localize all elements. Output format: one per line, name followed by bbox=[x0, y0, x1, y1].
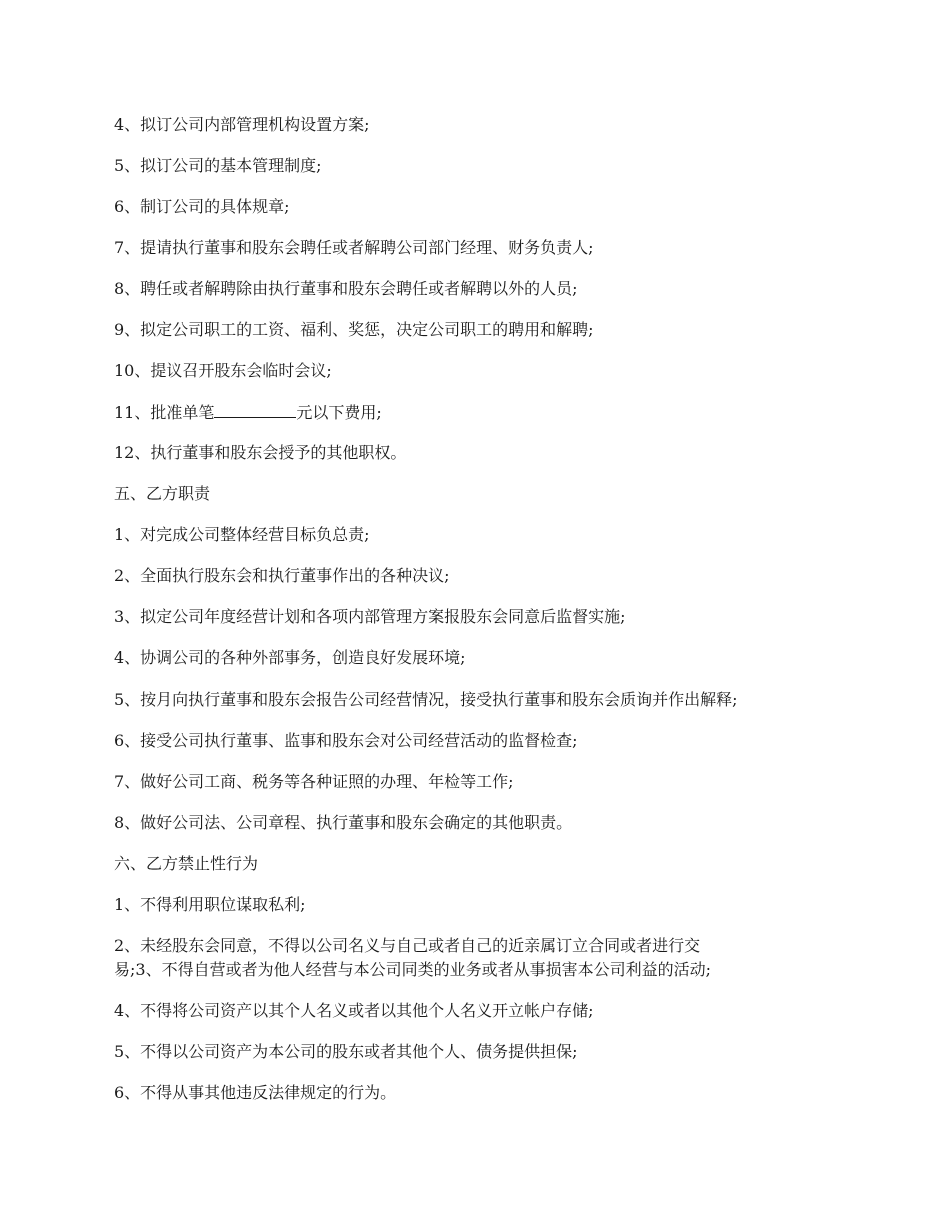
paragraph-item-9: 9、拟定公司职工的工资、福利、奖惩，决定公司职工的聘用和解聘; bbox=[114, 320, 594, 339]
item-11-prefix: 11、批准单笔 bbox=[114, 403, 215, 422]
duty-item-4: 4、协调公司的各种外部事务，创造良好发展环境; bbox=[114, 648, 466, 667]
amount-blank-line bbox=[214, 402, 296, 418]
paragraph-item-6: 6、制订公司的具体规章; bbox=[114, 197, 290, 216]
prohibition-item-5: 5、不得以公司资产为本公司的股东或者其他个人、债务提供担保; bbox=[114, 1042, 578, 1061]
item-11-suffix: 元以下费用; bbox=[296, 403, 382, 422]
duty-item-5: 5、按月向执行董事和股东会报告公司经营情况，接受执行董事和股东会质询并作出解释; bbox=[114, 690, 738, 709]
duty-item-7: 7、做好公司工商、税务等各种证照的办理、年检等工作; bbox=[114, 772, 514, 791]
duty-item-1: 1、对完成公司整体经营目标负总责; bbox=[114, 525, 370, 544]
duty-item-2: 2、全面执行股东会和执行董事作出的各种决议; bbox=[114, 566, 450, 585]
duty-item-6: 6、接受公司执行董事、监事和股东会对公司经营活动的监督检查; bbox=[114, 731, 578, 750]
paragraph-item-5: 5、拟订公司的基本管理制度; bbox=[114, 156, 322, 175]
prohibition-item-2-line-2: 易;3、不得自营或者为他人经营与本公司同类的业务或者从事损害本公司利益的活动; bbox=[114, 960, 711, 979]
duty-item-3: 3、拟定公司年度经营计划和各项内部管理方案报股东会同意后监督实施; bbox=[114, 607, 626, 626]
paragraph-item-8: 8、聘任或者解聘除由执行董事和股东会聘任或者解聘以外的人员; bbox=[114, 279, 578, 298]
prohibition-item-1: 1、不得利用职位谋取私利; bbox=[114, 895, 306, 914]
paragraph-item-10: 10、提议召开股东会临时会议; bbox=[114, 361, 332, 380]
prohibition-item-4: 4、不得将公司资产以其个人名义或者以其他个人名义开立帐户存储; bbox=[114, 1001, 594, 1020]
paragraph-item-4: 4、拟订公司内部管理机构设置方案; bbox=[114, 115, 370, 134]
section-heading-duties: 五、乙方职责 bbox=[114, 484, 211, 503]
prohibition-item-6: 6、不得从事其他违反法律规定的行为。 bbox=[114, 1083, 397, 1102]
paragraph-item-12: 12、执行董事和股东会授予的其他职权。 bbox=[114, 443, 407, 462]
paragraph-item-7: 7、提请执行董事和股东会聘任或者解聘公司部门经理、财务负责人; bbox=[114, 238, 594, 257]
section-heading-prohibitions: 六、乙方禁止性行为 bbox=[114, 854, 259, 873]
prohibition-item-2-line-1: 2、未经股东会同意，不得以公司名义与自己或者自己的近亲属订立合同或者进行交 bbox=[114, 936, 701, 955]
duty-item-8: 8、做好公司法、公司章程、执行董事和股东会确定的其他职责。 bbox=[114, 813, 573, 832]
paragraph-item-11 bbox=[114, 402, 382, 423]
